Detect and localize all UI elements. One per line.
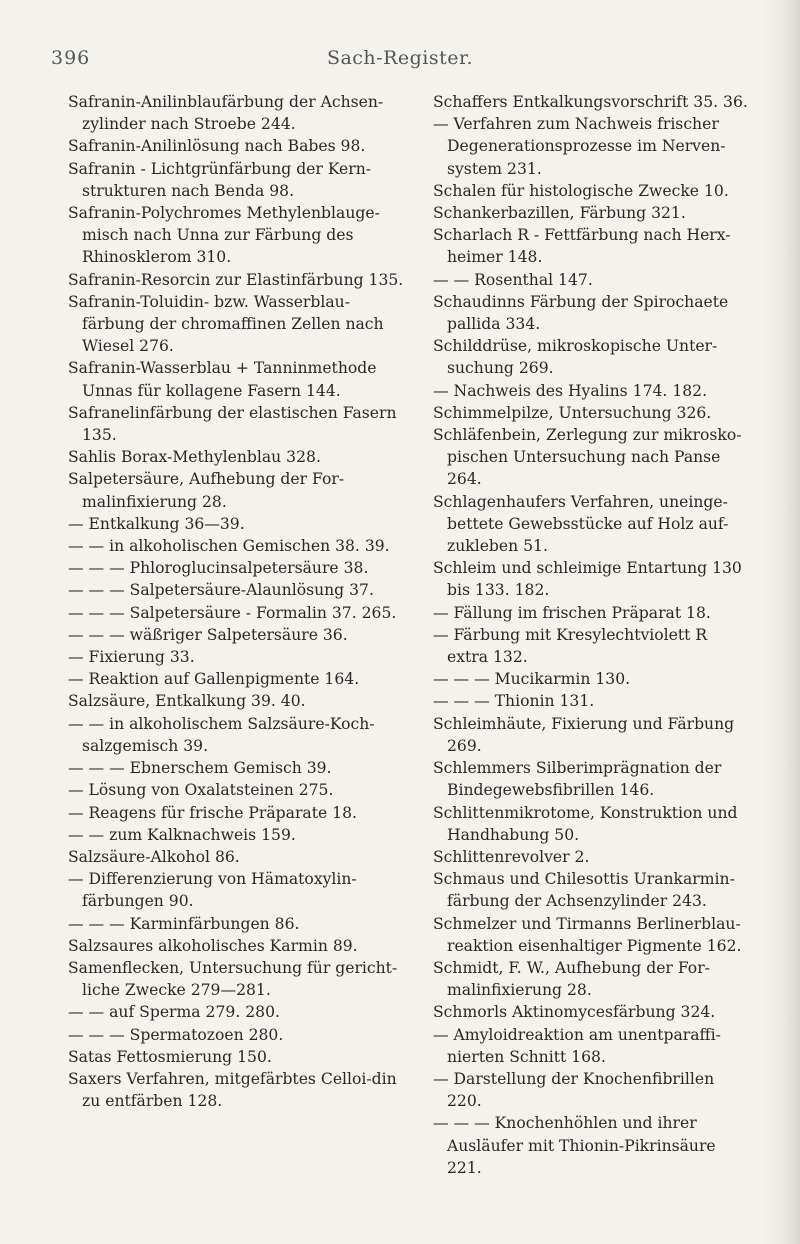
index-entry: Schlittenrevolver 2. <box>433 847 590 866</box>
index-entry: Schleim und schleimige Entartung 130 bis 133. 182. <box>433 559 742 600</box>
index-entry: Schleimhäute, Fixierung und Färbung 269. <box>433 714 735 755</box>
index-column-right <box>433 91 753 1179</box>
index-entry: Salpetersäure, Aufhebung der For-malinfixierung 28. <box>68 470 345 511</box>
index-entry: Schimmelpilze, Untersuchung 326. <box>433 403 712 422</box>
index-entry: — Differenzierung von Hämatoxylin-färbungen 90. <box>68 870 357 911</box>
running-title: Sach-Register. <box>326 47 474 69</box>
index-entry: — — — Salpetersäure - Formalin 37. 265. <box>68 603 397 622</box>
index-entry: Sahlis Borax-Methylenblau 328. <box>68 448 321 467</box>
index-entry: Safranelinfärbung der elastischen Fasern 135. <box>68 403 397 445</box>
index-entry: Schmelzer und Tirmanns Berlinerblau-reaktion eisenhaltiger Pigmente 162. <box>433 914 742 955</box>
index-entry: — — in alkoholischen Gemischen 38. 39. <box>68 537 390 556</box>
index-entry: Schlagenhaufers Verfahren, uneinge-bettete Gewebsstücke auf Holz auf-zukleben 51. <box>433 492 729 556</box>
index-entry: Schmaus und Chilesottis Urankarmin-färbung der Achsenzylinder 243. <box>433 870 735 911</box>
index-entry: — — — Thionin 131. <box>433 692 595 711</box>
index-entry: — — — Spermatozoen 280. <box>68 1025 284 1044</box>
page-edge-shadow <box>764 0 800 1244</box>
index-entry: — — — Phloroglucinsalpetersäure 38. <box>68 559 369 578</box>
index-entry: — Amyloidreaktion am unentparaffi-nierten Schnitt 168. <box>433 1025 721 1066</box>
index-entry: — Fixierung 33. <box>68 648 195 667</box>
index-entry: — — — Mucikarmin 130. <box>433 670 631 689</box>
index-entry: Schlittenmikrotome, Konstruktion und Handhabung 50. <box>433 803 738 844</box>
page-header <box>0 47 800 75</box>
index-entry: Scharlach R - Fettfärbung nach Herx-heimer 148. <box>433 226 731 267</box>
index-entry: — — auf Sperma 279. 280. <box>68 1003 280 1022</box>
index-entry: Safranin - Lichtgrünfärbung der Kern-strukturen nach Benda 98. <box>68 159 372 200</box>
index-entry: Salzsaures alkoholisches Karmin 89. <box>68 936 358 955</box>
index-entry: — — — Ebnerschem Gemisch 39. <box>68 759 332 778</box>
index-entry: Schaffers Entkalkungsvorschrift 35. 36. <box>433 93 748 111</box>
index-entry: Schlemmers Silberimprägnation der Bindegewebsfibrillen 146. <box>433 759 722 800</box>
index-entry: — — — Salpetersäure-Alaunlösung 37. <box>68 581 374 600</box>
index-entry: — — zum Kalknachweis 159. <box>68 825 296 844</box>
index-entry: — Verfahren zum Nachweis frischer Degenerationsprozesse im Nerven-system 231. <box>433 115 726 178</box>
index-entry: Salzsäure, Entkalkung 39. 40. <box>68 692 306 711</box>
page-number: 396 <box>51 47 91 69</box>
index-entry: — — Rosenthal 147. <box>433 270 593 289</box>
index-entry: — Fällung im frischen Präparat 18. <box>433 603 711 622</box>
index-entry: Schmorls Aktinomycesfärbung 324. <box>433 1003 716 1022</box>
index-entry: Salzsäure-Alkohol 86. <box>68 847 240 866</box>
index-entry: — — in alkoholischem Salzsäure-Koch-salzgemisch 39. <box>68 714 375 755</box>
index-entry: — Reaktion auf Gallenpigmente 164. <box>68 670 360 689</box>
index-entry: Samenflecken, Untersuchung für gericht-liche Zwecke 279—281. <box>68 958 398 1000</box>
index-entry: Safranin-Toluidin- bzw. Wasserblau-färbung der chromaffinen Zellen nach Wiesel 276. <box>68 292 384 356</box>
index-entry: — Reagens für frische Präparate 18. <box>68 803 357 822</box>
index-entry: Safranin-Resorcin zur Elastinfärbung 135. <box>68 270 404 289</box>
index-entry: Schankerbazillen, Färbung 321. <box>433 204 686 223</box>
index-entry: Safranin-Anilinlösung nach Babes 98. <box>68 137 366 156</box>
index-entry: Safranin-Anilinblaufärbung der Achsen-zylinder nach Stroebe 244. <box>68 93 384 134</box>
index-entry: Saxers Verfahren, mitgefärbtes Celloi-din zu entfärben 128. <box>68 1069 397 1111</box>
index-entry: — — — wäßriger Salpetersäure 36. <box>68 625 348 644</box>
index-entry: — — — Knochenhöhlen und ihrer Ausläufer mit Thionin-Pikrinsäure 221. <box>433 1114 716 1177</box>
index-entry: Satas Fettosmierung 150. <box>68 1047 272 1066</box>
index-entry: — Darstellung der Knochenfibrillen 220. <box>433 1069 715 1111</box>
index-column-left <box>68 91 405 1112</box>
index-entry: Safranin-Wasserblau + Tanninmethode Unnas für kollagene Fasern 144. <box>68 359 377 400</box>
index-entry: Schläfenbein, Zerlegung zur mikrosko-pischen Untersuchung nach Panse 264. <box>433 426 742 489</box>
index-entry: — Färbung mit Kresylechtviolett R extra 132. <box>433 625 708 667</box>
index-entry: Safranin-Polychromes Methylenblauge-misch nach Unna zur Färbung des Rhinosklerom 310. <box>68 204 380 267</box>
index-entry: Schilddrüse, mikroskopische Unter-suchung 269. <box>433 337 718 378</box>
index-entry: — Nachweis des Hyalins 174. 182. <box>433 381 708 400</box>
index-entry: Schaudinns Färbung der Spirochaete pallida 334. <box>433 292 729 334</box>
index-entry: Schalen für histologische Zwecke 10. <box>433 181 729 200</box>
index-entry: Schmidt, F. W., Aufhebung der For-malinfixierung 28. <box>433 958 710 1000</box>
index-entry: — — — Karminfärbungen 86. <box>68 914 300 933</box>
index-entry: — Lösung von Oxalatsteinen 275. <box>68 781 334 800</box>
index-entry: — Entkalkung 36—39. <box>68 514 245 533</box>
